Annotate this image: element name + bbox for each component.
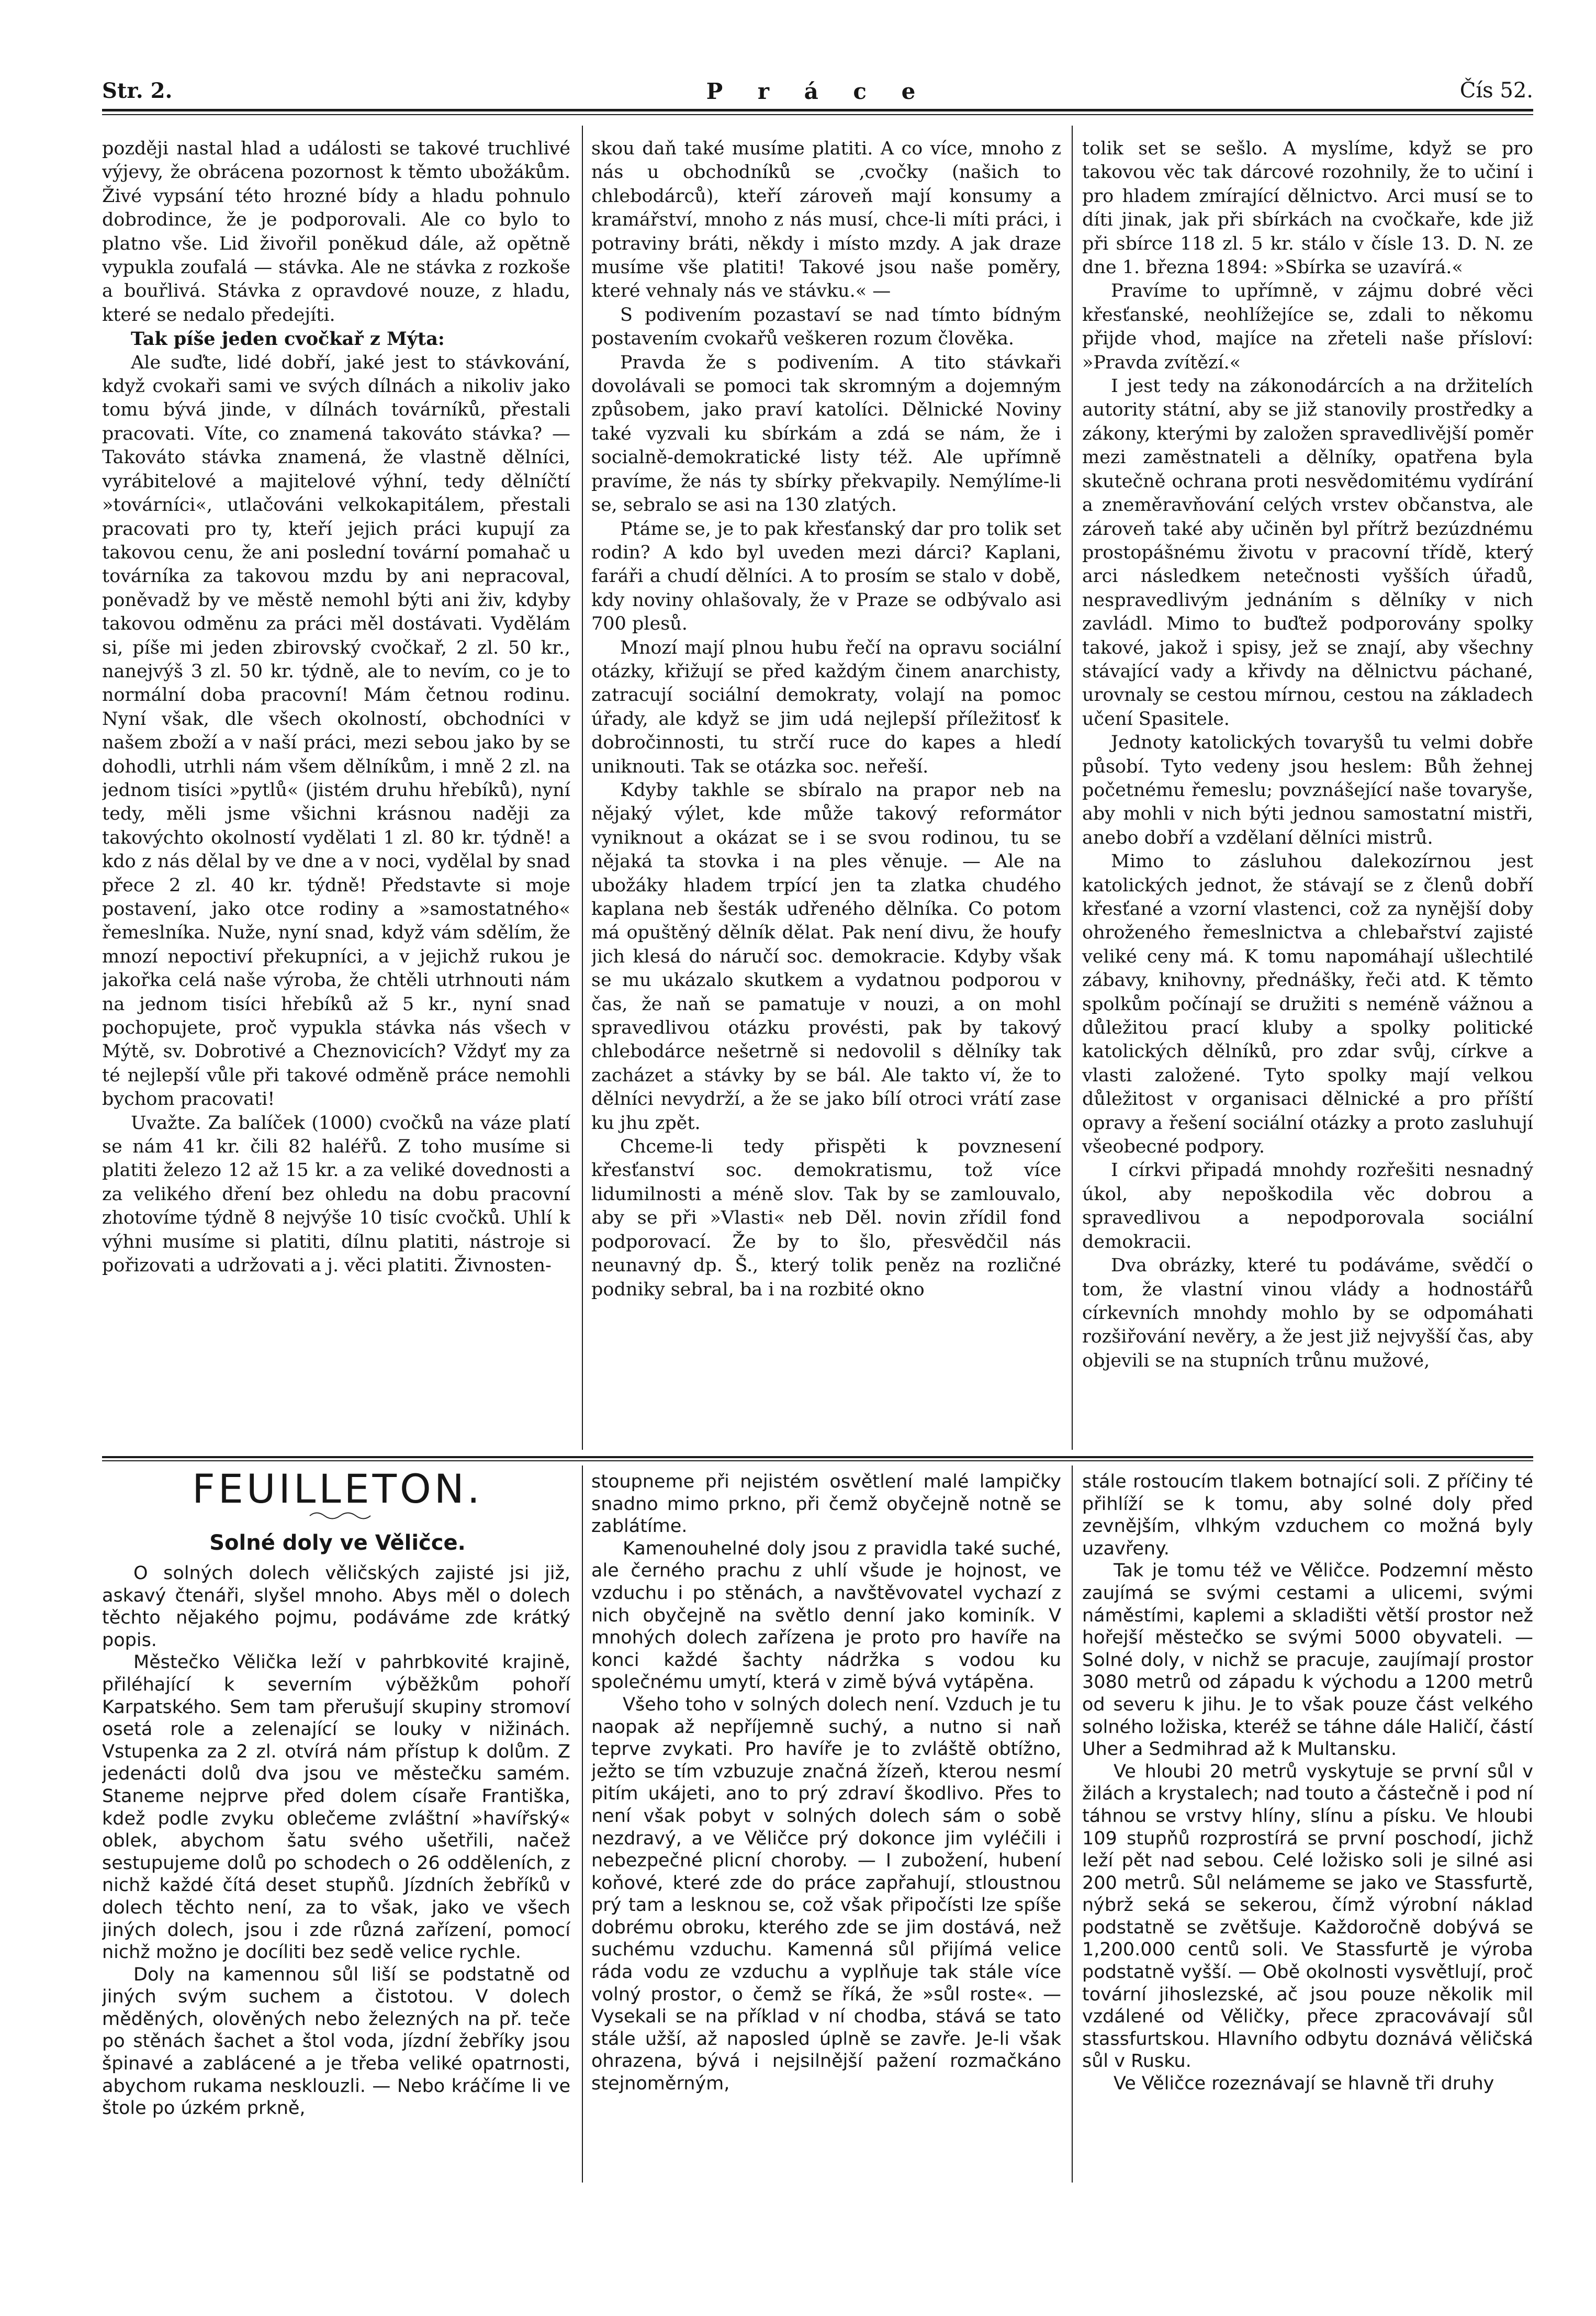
feuilleton-rule-thin: [102, 1460, 1533, 1461]
column-divider: [582, 126, 583, 1450]
paragraph: Ve hloubi 20 metrů vyskytuje se první sůl v žilách a krystalech; nad touto a částečně i pod ní táhnou se vrstvy hlíny, slínu a písku. Ve hloubi 109 stupňů rozprostírá se první poschodí, jichž leží pět nad sebou. Celé ložisko soli je silné asi 200 metrů. Sůl nelámeme se jako ve Stassfurtě, nýbrž seká se sekerou, čímž výrobní náklad podstatně se zvětšuje. Každoročně dobývá se 1,200.000 centů soli. Ve Stassfurtě je výroba podstatně vyšší. — Obě okolnosti vysvětlují, proč tovární jihoslezské, ač jsou pouze několik mil vzdálené od Věličky, přece zpracovávají sůl stassfurtskou. Hlavního odbytu doznává věličská sůl v Rusku.: [1082, 1761, 1533, 2072]
paragraph: Ale suďte, lidé dobří, jaké jest to stávkování, když cvokaři sami ve svých dílnách a nikoliv jako tomu bývá jinde, v dílnách továrníků, přestali pracovati. Víte, co znamená takováto stávka? — Takováto stávka znamená, že vlastně dělníci, vyrábitelové a majitelové výhní, tedy dělníčtí »továrníci«, utlačováni velkokapitálem, přestali pracovati pro ty, kteří jejich práci kupují za takovou cenu, že ani poslední tovární pomahač u továrníka za takovou mzdu by ani nepracoval, poněvadž by ve městě nemohl býti ani živ, kdyby takovou odměnu za práci měl dostávati. Vydělám si, píše mi jeden zbirovský cvočkař, 2 zl. 50 kr., nanejvýš 3 zl. 50 kr. týdně, ale to nevím, co je to normální doba pracovní! Mám četnou rodinu. Nyní však, dle všech okolností, obchodníci v našem zboží a v naší práci, mezi sebou jako by se dohodli, utrhli nám všem dělníkům, i mně 2 zl. na jednom tisíci »pytlů« (jistém druhu hřebíků), nyní tedy, měli jsme všichni krásnou naději za takovýchto okolností vydělati 1 zl. 80 kr. týdně! a kdo z nás dělal by ve dne a v noci, vydělal by snad přece 2 zl. 40 kr. týdně! Představte si moje postavení, jako otce rodiny a »samostatného« řemeslníka. Nuže, nyní snad, když vám sdělím, že mnozí nepoctiví překupníci, a v jejichž rukou je jakořka celá naše výroba, že chtěli utrhnouti nám na jednom tisíci hřebíků až 5 kr., nyní snad pochopujete, proč vypukla stávka nás všech v Mýtě, sv. Dobrotivé a Cheznovicích? Vždyť my za té nejlepší vůle při takové odměně práce nemohli bychom pracovati!: [102, 352, 570, 1110]
paragraph: skou daň také musíme platiti. A co více, mnoho z nás u obchodníků se ‚cvočky (našich to chlebodárců), kteří zároveň mají konsumy a kramářství, mnoho z nás musí, chce-li míti práci, i potraviny bráti, někdy i místo mzdy. A jak draze musíme vše platiti! Takové jsou naše poměry, které vehnaly nás ve stávku.« —: [591, 138, 1061, 302]
paragraph: Dva obrázky, které tu podáváme, svědčí o tom, že vlastní vinou vlády a hodnostářů církevních mnohdy mohlo by se odpomáhati rozšiřování nevěry, a že jest již nejvyšší čas, aby objevili se na stupních trůnu mužové,: [1082, 1255, 1533, 1371]
paragraph: stále rostoucím tlakem botnající soli. Z příčiny té přihlíží se k tomu, aby solné doly před zevnějším, vlhkým vzduchem co možná byly uzavřeny.: [1082, 1471, 1533, 1559]
paragraph: Pravíme to upřímně, v zájmu dobré věci křesťanské, neohlížejíce se, zdali to někomu přijde vhod, majíce na zřeteli naše přísloví: »Pravda zvítězí.«: [1082, 281, 1533, 373]
paragraph: Uvažte. Za balíček (1000) cvočků na váze platí se nám 41 kr. čili 82 haléřů. Z toho musíme si platiti železo 12 až 15 kr. a za veliké dovednosti a za velikého dření bez ohledu na dobu pracovní zhotovíme týdně 8 nejvýše 10 tisíc cvočků. Uhlí k výhni musíme si platiti, dílnu platiti, nástroje si pořizovati a udržovati a j. věci platiti. Živnosten-: [102, 1112, 570, 1277]
paragraph: I církvi připadá mnohdy rozřešiti nesnadný úkol, aby nepoškodila věc dobrou a spravedlivou a nepodporovala sociální demokracii.: [1082, 1160, 1533, 1252]
page-header: [102, 79, 1533, 110]
paragraph: Pravda že s podivením. A tito stávkaři dovolávali se pomoci tak skromným a dojemným způsobem, jako praví katolíci. Dělnické Noviny také vyzvali ku sbírkám a zdá se nám, že i socialně-demokratické listy též. Ale upřímně pravíme, že nás ty sbírky překvapily. Nemýlíme-li se, sebralo se asi na 130 zlatých.: [591, 352, 1061, 516]
feuilleton-subheading: Solné doly ve Věličce.: [209, 1531, 466, 1555]
paragraph: stoupneme při nejistém osvětlení malé lampičky snadno mimo prkno, při čemž obyčejně notně se zablátíme.: [591, 1471, 1061, 1537]
feuilleton-rule: [102, 1456, 1533, 1458]
paragraph: Kdyby takhle se sbíralo na prapor neb na nějaký výlet, kde může takový reformátor vyniknout a okázat se i se svou rodinou, tu se nějaká ta stovka i na ples věnuje. — Ale na ubožáky hladem trpící jen ta zlatka chudého kaplana neb šesták udřeného dělníka. Co potom má opuštěný dělník dělat. Pak není divu, že houfy jich klesá do náručí soc. demokracie. Kdyby však se mu ukázalo skutkem a vydatnou podporou v čas, že naň se pamatuje v nouzi, a on mohl spravedlivou otázku provésti, pak by takový chlebodárce nešetrně si nedovolil s dělníky tak zacházet a stávky by se bál. Ale takto ví, že to dělníci nevydrží, a že se jako bílí otroci vrátí zase ku jhu zpět.: [591, 779, 1061, 1134]
paragraph: Mimo to zásluhou dalekozírnou jest katolických jednot, že stávají se z členů dobří křesťané a vzorní vlastenci, což za nynější doby ohroženého řemeslnictva a chlebařství zajisté veliké ceny má. K tomu napomáhají ušlechtilé zábavy, knihovny, přednášky, řeči atd. K těmto spolkům počínají se družiti s neméně vážnou a důležitou prací kluby a spolky politické katolických dělníků, pro zdar svůj, církve a vlasti založené. Tyto spolky mají velkou důležitost v organisaci dělnické a pro příští opravy a řešení sociální otázky a proto zasluhují všeobecné podpory.: [1082, 851, 1533, 1158]
paragraph: I jest tedy na zákonodárcích a na držitelích autority státní, aby se již stanovily prostředky a zákony, kterými by založen spravedlivější poměr mezi zaměstnateli a dělníky, opatřena byla skutečně ochrana proti nesvědomitému vydírání a zneměravňování celých vrstev občanstva, ale zároveň také aby učiněn byl přítrž bezúzdnému prostopášnému životu v pracovní třídě, který arci následkem netečnosti vyšších úřadů, nespravedlivým jednáním s dělníky v nich zavládl. Mimo to buďtež podporovány spolky takové, jakož i spisy, jež se znají, aby všechny stávající vady a křivdy na dělnictvu páchané, urovnaly se cestou mírnou, cestou na základech učení Spasitele.: [1082, 376, 1533, 730]
newspaper-title: P r á c e: [706, 79, 929, 104]
paragraph: Městečko Vělička leží v pahrbkovité krajině, přiléhající k severním výběžkům pohoří Karpatského. Sem tam přerušují skupiny stromoví osetá role a zelenající se louky v nižinách. Vstupenka za 2 zl. otvírá nám přístup k dolům. Z jedenácti dolů dva jsou ve městečku samém. Staneme nejprve před dolem císaře Františka, kdež podle zvyku oblečeme zvláštní »havířský« oblek, abychom šatu svého ušetřili, načež sestupujeme dolů po schodech o 26 odděleních, z nichž každé čítá deset stupňů. Jízdních žebříků v dolech těchto není, za to však, jako ve všech jiných dolech, jsou i zde různá zařízení, pomocí nichž možno je docíliti bez sedě velice rychle.: [102, 1652, 570, 1963]
paragraph: Mnozí mají plnou hubu řečí na opravu sociální otázky, křižují se před každým činem anarchisty, zatracují sociální demokraty, volají na pomoc úřady, ale když se jim udá nejlepší příležitosť k dobročinnosti, tu strčí ruce do kapes a hledí uniknouti. Tak se otázka soc. neřeší.: [591, 637, 1061, 777]
article-column-2: [591, 137, 1061, 1446]
feuilleton-column-3: [1082, 1471, 1533, 2177]
article-column-3: [1082, 137, 1533, 1446]
paragraph: Tak píše jeden cvočkař z Mýta:: [131, 328, 445, 350]
paragraph: Chceme-li tedy přispěti k povznesení křesťanství soc. demokratismu, tož více lidumilnosti a méně slov. Tak by se zamlouvalo, aby se při »Vlasti« neb Děl. novin zřídil fond podporovací. Že by to šlo, přesvědčil nás neunavný dp. Š., který tolik peněz na rozličné podniky sebral, ba i na rozbité okno: [591, 1136, 1061, 1300]
paragraph: Kamenouhelné doly jsou z pravidla také suché, ale černého prachu z uhlí všude je hojnost, ve vzduchu i po stěnách, a navštěvovatel vychazí z nich obyčejně na světlo denní jako kominík. V mnohých dolech zařízena je proto pro havíře na konci každé šachty nádržka s vodou ku společnému umytí, která v zimě bývá vytápěna.: [591, 1538, 1061, 1693]
ornament-icon: [309, 1510, 372, 1521]
article-column-1: [102, 137, 570, 1446]
header-rule-thin: [102, 114, 1533, 115]
paragraph: Doly na kamennou sůl liší se podstatně od jiných svým suchem a čistotou. V dolech měděných, olověných nebo železných na př. teče po stěnách šachet a štol voda, jízdní žebříky jsou špinavé a zablácené a je třeba veliké opatrnosti, abychom rukama nesklouzli. — Nebo kráčíme li ve štole po úzkém prkně,: [102, 1964, 570, 2119]
paragraph: Všeho toho v solných dolech není. Vzduch je tu naopak až nepříjemně suchý, a nutno si naň teprve zvykati. Pro havíře je to zvláště obtížno, ježto se tím vzbuzuje značná žízeň, kterou nesmí pitím ukájeti, ano to prý zdraví škodlivo. Přes to není však pobyt v solných dolech sám o sobě nezdravý, a ve Věličce prý dokonce jim vyléčili i nebezpečné plicní choroby. — I zubožení, hubení koňové, které zde do práce zapřahují, stloustnou prý tam a lesknou se, což však připočísti lze spíše dobrému obroku, kterého zde se jim dostává, než suchému vzduchu. Kamenná sůl přijímá velice ráda vodu ze vzduchu a vyplňuje tak stále více volný prostor, o čemž se říká, že »sůl roste«. — Vysekali se na příklad v ní chodba, stává se tato stále užší, až naposled úplně se zavře. Je-li však ohrazena, bývá i nejsilnější pažení rozmačkáno stejnoměrným,: [591, 1694, 1061, 2095]
page-number: Str. 2.: [102, 79, 173, 103]
paragraph: S podivením pozastaví se nad tímto bídným postavením cvokařů veškeren rozum člověka.: [591, 304, 1061, 350]
feuilleton-column-1: [102, 1562, 570, 2177]
paragraph: Jednoty katolických tovaryšů tu velmi dobře působí. Tyto vedeny jsou heslem: Bůh žehnej početnému řemeslu; povznášející naše tovaryše, aby mohli v nich býti jednou samostatní mistři, anebo dobří a vzdělaní dělníci mistrů.: [1082, 732, 1533, 848]
feuilleton-column-2: [591, 1471, 1061, 2177]
paragraph: Ptáme se, je to pak křesťanský dar pro tolik set rodin? A kdo byl uveden mezi dárci? Kaplani, faráři a chudí dělníci. A to prosím se stalo v době, kdy noviny ohlašovaly, že v Praze se odbývalo asi 700 plesů.: [591, 518, 1061, 635]
feuilleton-heading: FEUILLETON.: [192, 1465, 483, 1512]
column-divider: [1072, 1465, 1073, 2183]
issue-number: Čís 52.: [1459, 79, 1533, 103]
column-divider: [1072, 126, 1073, 1450]
paragraph: Tak je tomu též ve Věličce. Podzemní město zaujímá se svými cestami a ulicemi, svými náměstími, kaplemi a skladišti větší prostor než hořejší městečko se svými 5000 obyvateli. — Solné doly, v nichž se pracuje, zaujímají prostor 3080 metrů od západu k východu a 1200 metrů od severu k jihu. Je to však pouze část velkého solného ložiska, kteréž se táhne dále Haličí, částí Uher a Sedmihrad až k Multansku.: [1082, 1560, 1533, 1760]
paragraph: tolik set se sešlo. A myslíme, když se pro takovou věc tak dárcové rozohnily, že to učiní i pro hladem zmírající dělnictvo. Arci musí se to díti jinak, jak při sbírkách na cvočkaře, kde již při sbírce 118 zl. 5 kr. stálo v čísle 13. D. N. ze dne 1. března 1894: »Sbírka se uzavírá.«: [1082, 138, 1533, 278]
header-rule: [102, 109, 1533, 111]
paragraph: Ve Věličce rozeznávají se hlavně tři druhy: [1114, 2073, 1494, 2095]
paragraph: O solných dolech věličských zajisté jsi již, askavý čtenáři, slyšel mnoho. Abys měl o dolech těchto nějakého pojmu, podáváme zde krátký popis.: [102, 1563, 570, 1651]
column-divider: [582, 1465, 583, 2183]
paragraph: později nastal hlad a události se takové truchlivé výjevy, že obrácena pozornost k těmto ubožákům. Živé vypsání této hrozné bídy a hladu pohnulo dobrodince, že je podporovali. Ale co bylo to platno vše. Lid živořil poněkud dále, až opětně vypukla zoufalá — stávka. Ale ne stávka z rozkoše a bouřlivá. Stávka z opravdové nouze, z hladu, které se nedalo předejíti.: [102, 138, 570, 326]
